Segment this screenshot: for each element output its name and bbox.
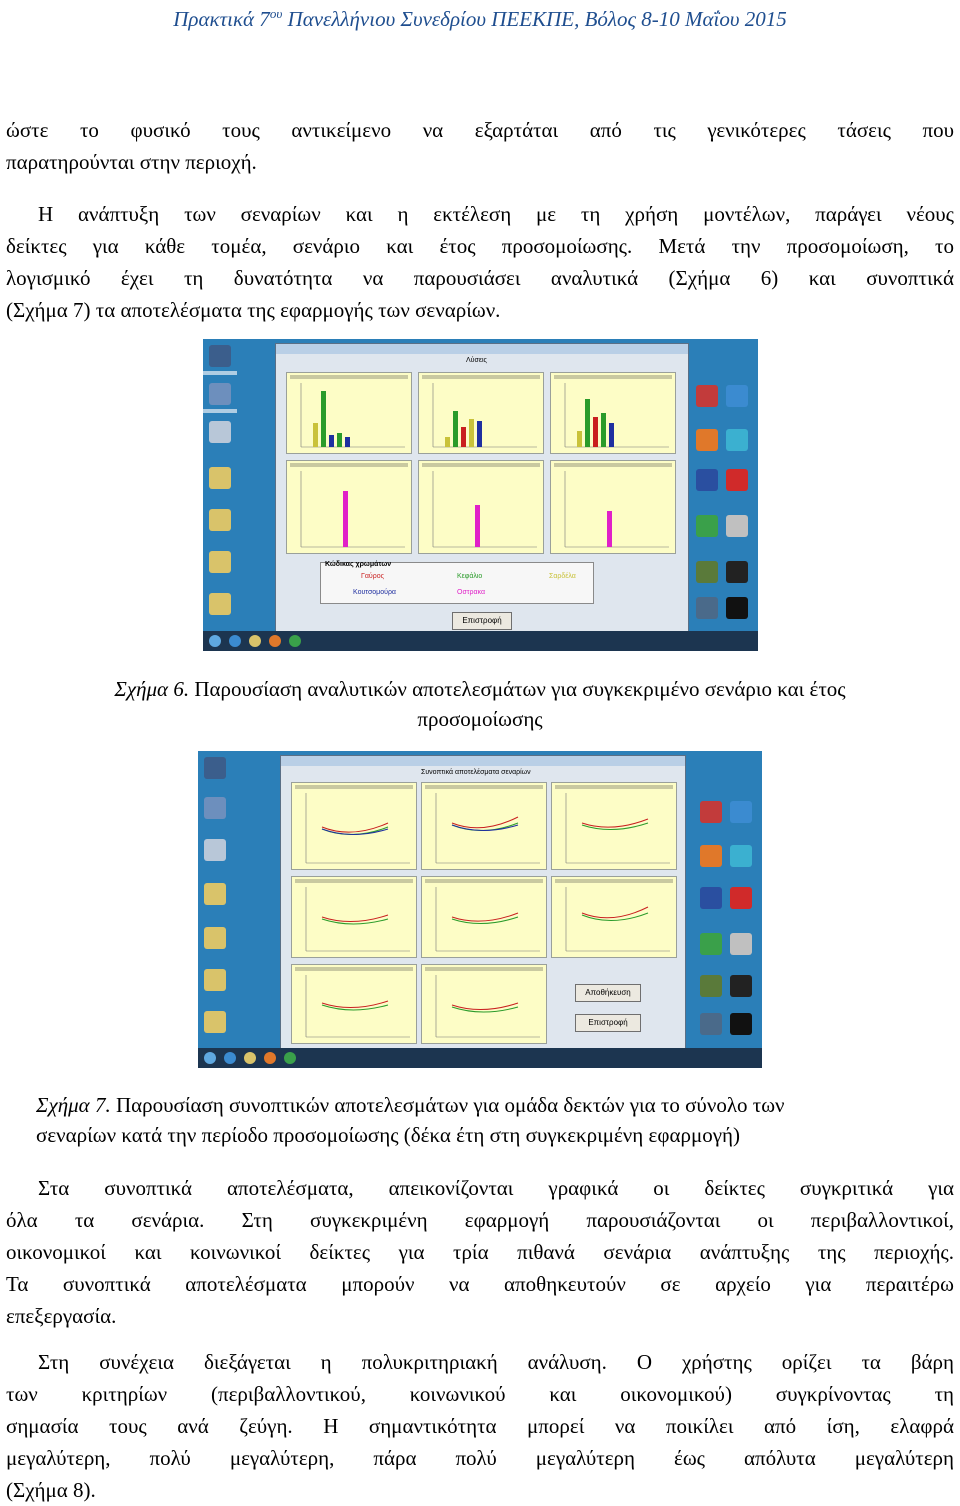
legend-title: Κώδικας χρωμάτων (325, 561, 392, 568)
bar (343, 491, 348, 547)
chrome-icon (696, 515, 718, 537)
app-icon (726, 561, 748, 583)
app-icon (700, 887, 722, 909)
figure-6-screenshot (203, 339, 758, 651)
desktop-icon (204, 757, 226, 779)
header-text-pre: Πρακτικά 7 (173, 7, 270, 31)
results-window (275, 343, 689, 633)
paragraph-3-line: οικονομικοί και κοινωνικοί δείκτες για τρία πιθανά σενάρια ανάπτυξης της περιοχής. (6, 1240, 954, 1264)
paragraph-2-line: (Σχήμα 7) τα αποτελέσματα της εφαρμογής των σεναρίων. (6, 298, 501, 322)
app-icon (696, 385, 718, 407)
bar-chart (287, 461, 411, 553)
line-chart (422, 877, 546, 957)
header-text-post: Πανελλήνιου Συνεδρίου ΠΕΕΚΠΕ, Βόλος 8-10 Μαΐου 2015 (282, 7, 787, 31)
paragraph-4-line: (Σχήμα 8). (6, 1478, 96, 1502)
chart-panel (286, 372, 412, 454)
paragraph-3-line: επεξεργασία. (6, 1304, 117, 1328)
series-line (452, 917, 518, 924)
bar-chart (419, 373, 543, 453)
taskbar-icon[interactable] (269, 635, 281, 647)
series-line (322, 1001, 388, 1008)
firefox-icon (696, 429, 718, 451)
desktop-icon (209, 345, 231, 367)
caption-label: Σχήμα 6. (114, 677, 190, 701)
paragraph-1-line: ώστε το φυσικό τους αντικείμενο να εξαρτάται από τις γενικότερες τάσεις που (6, 118, 954, 142)
bar (585, 399, 590, 447)
desktop-icon (209, 383, 231, 405)
app-icon (730, 933, 752, 955)
line-chart (552, 783, 676, 869)
taskbar-icon[interactable] (244, 1052, 256, 1064)
series-line (452, 823, 518, 831)
series-line (582, 913, 648, 921)
taskbar-icon[interactable] (264, 1052, 276, 1064)
app-icon (700, 1013, 722, 1035)
legend-item: Γαύρος (361, 573, 384, 580)
taskbar (198, 1048, 762, 1068)
legend-item: Σαρδέλα (549, 573, 576, 580)
caption-text: σεναρίων κατά την περίοδο προσομοίωσης (δέκα έτη στη συγκεκριμένη εφαρμογή) (36, 1123, 740, 1147)
app-icon (696, 469, 718, 491)
series-line (322, 827, 388, 835)
app-icon (730, 801, 752, 823)
paragraph-3-line: όλα τα σενάρια. Στη συγκεκριμένη εφαρμογή παρουσιάζονται οι περιβαλλοντικοί, (6, 1208, 954, 1232)
window-titlebar (281, 756, 685, 766)
return-button[interactable]: Επιστροφή (452, 612, 512, 630)
app-icon (726, 385, 748, 407)
figure-7-screenshot (198, 751, 762, 1068)
chart-panel (550, 372, 676, 454)
folder-icon (204, 883, 226, 905)
line-chart-panel (421, 964, 547, 1044)
bar (445, 437, 450, 447)
caption-text: Παρουσίαση αναλυτικών αποτελεσμάτων για συγκεκριμένο σενάριο και έτος (189, 677, 846, 701)
bar-chart (551, 461, 675, 553)
legend-item: Οστρακα (457, 589, 486, 596)
bar (469, 419, 474, 447)
chrome-icon (700, 933, 722, 955)
chart-panel (418, 460, 544, 554)
paragraph-2-line: δείκτες για κάθε τομέα, σενάριο και έτος προσομοίωσης. Μετά την προσομοίωση, το (6, 234, 954, 258)
app-icon (730, 1013, 752, 1035)
series-line (582, 823, 648, 830)
app-icon (700, 975, 722, 997)
return-button[interactable]: Επιστροφή (575, 1014, 641, 1032)
desktop-icon (204, 797, 226, 819)
series-line (322, 915, 388, 922)
bar (609, 423, 614, 447)
paragraph-4 (6, 1346, 954, 1506)
paragraph-3-line: Στα συνοπτικά αποτελέσματα, απεικονίζονται γραφικά οι δείκτες συγκριτικά για (38, 1176, 954, 1200)
figure-7-caption (36, 1090, 956, 1150)
caption-text: Παρουσίαση συνοπτικών αποτελεσμάτων για ομάδα δεκτών για το σύνολο των (110, 1093, 785, 1117)
bar (345, 437, 350, 447)
bar-chart (419, 461, 543, 553)
bar-chart (551, 373, 675, 453)
taskbar-icon[interactable] (249, 635, 261, 647)
line-chart-panel (291, 964, 417, 1044)
paragraph-2-line: Η ανάπτυξη των σεναρίων και η εκτέλεση με τη χρήση μοντέλων, παράγει νέους (38, 202, 954, 226)
line-chart (292, 783, 416, 869)
paragraph-4-line: Στη συνέχεια διεξάγεται η πολυκριτηριακή ανάλυση. Ο χρήστης ορίζει τα βάρη (38, 1350, 954, 1374)
series-line (452, 1003, 518, 1010)
line-chart-panel (551, 876, 677, 958)
desktop-icon-label (203, 409, 237, 413)
line-chart-panel (551, 782, 677, 870)
bar (321, 391, 326, 447)
line-chart (552, 877, 676, 957)
paragraph-3-line: Τα συνοπτικά αποτελέσματα μπορούν να αποθηκευτούν σε αρχείο για περαιτέρω (6, 1272, 954, 1296)
line-chart-panel (421, 782, 547, 870)
paragraph-4-line: σημασία τους ανά ζεύγη. Η σημαντικότητα μπορεί να ποικίλει από ίση, ελαφρά (6, 1414, 954, 1438)
app-icon (726, 597, 748, 619)
chart-panel (418, 372, 544, 454)
app-icon (726, 429, 748, 451)
bar (453, 411, 458, 447)
chart-panel (550, 460, 676, 554)
header-text-sup: ου (269, 6, 283, 21)
legend-item: Κεφάλιο (457, 573, 483, 580)
paragraph-1-line: παρατηρούνται στην περιοχή. (6, 150, 257, 174)
bar (461, 427, 466, 447)
app-icon (726, 469, 748, 491)
app-icon (726, 515, 748, 537)
start-icon[interactable] (204, 1052, 216, 1064)
taskbar-icon[interactable] (284, 1052, 296, 1064)
figure-6-caption (0, 674, 960, 734)
bar (477, 421, 482, 447)
desktop-icon-label (203, 371, 237, 375)
app-icon (696, 561, 718, 583)
folder-icon (209, 467, 231, 489)
recycle-bin-icon (204, 839, 226, 861)
folder-icon (204, 969, 226, 991)
folder-icon (209, 593, 231, 615)
running-header (0, 0, 960, 31)
recycle-bin-icon (209, 421, 231, 443)
firefox-icon (700, 845, 722, 867)
paragraph-2 (6, 198, 954, 326)
folder-icon (204, 1011, 226, 1033)
app-icon (700, 801, 722, 823)
bar-chart (287, 373, 411, 453)
save-button[interactable]: Αποθήκευση (575, 984, 641, 1002)
app-icon (730, 887, 752, 909)
app-icon (730, 845, 752, 867)
bar (475, 505, 480, 547)
line-chart (292, 965, 416, 1043)
bar (329, 435, 334, 447)
paragraph-4-line: μεγαλύτερη, πολύ μεγαλύτερη, πάρα πολύ μεγαλύτερη έως απόλυτα μεγαλύτερη (6, 1446, 954, 1470)
taskbar-icon[interactable] (229, 635, 241, 647)
taskbar-icon[interactable] (289, 635, 301, 647)
window-title: Συνοπτικά αποτελέσματα σεναρίων (421, 769, 531, 776)
bar (577, 431, 582, 447)
start-icon[interactable] (209, 635, 221, 647)
summary-window (280, 755, 686, 1049)
caption-label: Σχήμα 7. (36, 1093, 111, 1117)
taskbar-icon[interactable] (224, 1052, 236, 1064)
chart-panel (286, 460, 412, 554)
line-chart (422, 783, 546, 869)
legend-item: Κουτσομούρα (353, 589, 396, 596)
paragraph-4-line: των κριτηρίων (περιβαλλοντικού, κοινωνικού και οικονομικού) συγκρίνοντας τη (6, 1382, 954, 1406)
line-chart-panel (291, 782, 417, 870)
color-legend (320, 562, 594, 604)
app-icon (696, 597, 718, 619)
paragraph-1 (6, 114, 954, 178)
bar (593, 417, 598, 447)
window-titlebar (276, 344, 688, 354)
folder-icon (204, 927, 226, 949)
bar (607, 511, 612, 547)
app-icon (730, 975, 752, 997)
caption-text: προσομοίωσης (417, 707, 543, 731)
bar (337, 433, 342, 447)
taskbar (203, 631, 758, 651)
line-chart (292, 877, 416, 957)
window-title: Λύσεις (466, 357, 487, 364)
bar (601, 413, 606, 447)
line-chart-panel (421, 876, 547, 958)
folder-icon (209, 509, 231, 531)
line-chart (422, 965, 546, 1043)
paragraph-2-line: λογισμικό έχει τη δυνατότητα να παρουσιάσει αναλυτικά (Σχήμα 6) και συνοπτικά (6, 266, 954, 290)
paragraph-3 (6, 1172, 954, 1332)
folder-icon (209, 551, 231, 573)
bar (313, 423, 318, 447)
line-chart-panel (291, 876, 417, 958)
